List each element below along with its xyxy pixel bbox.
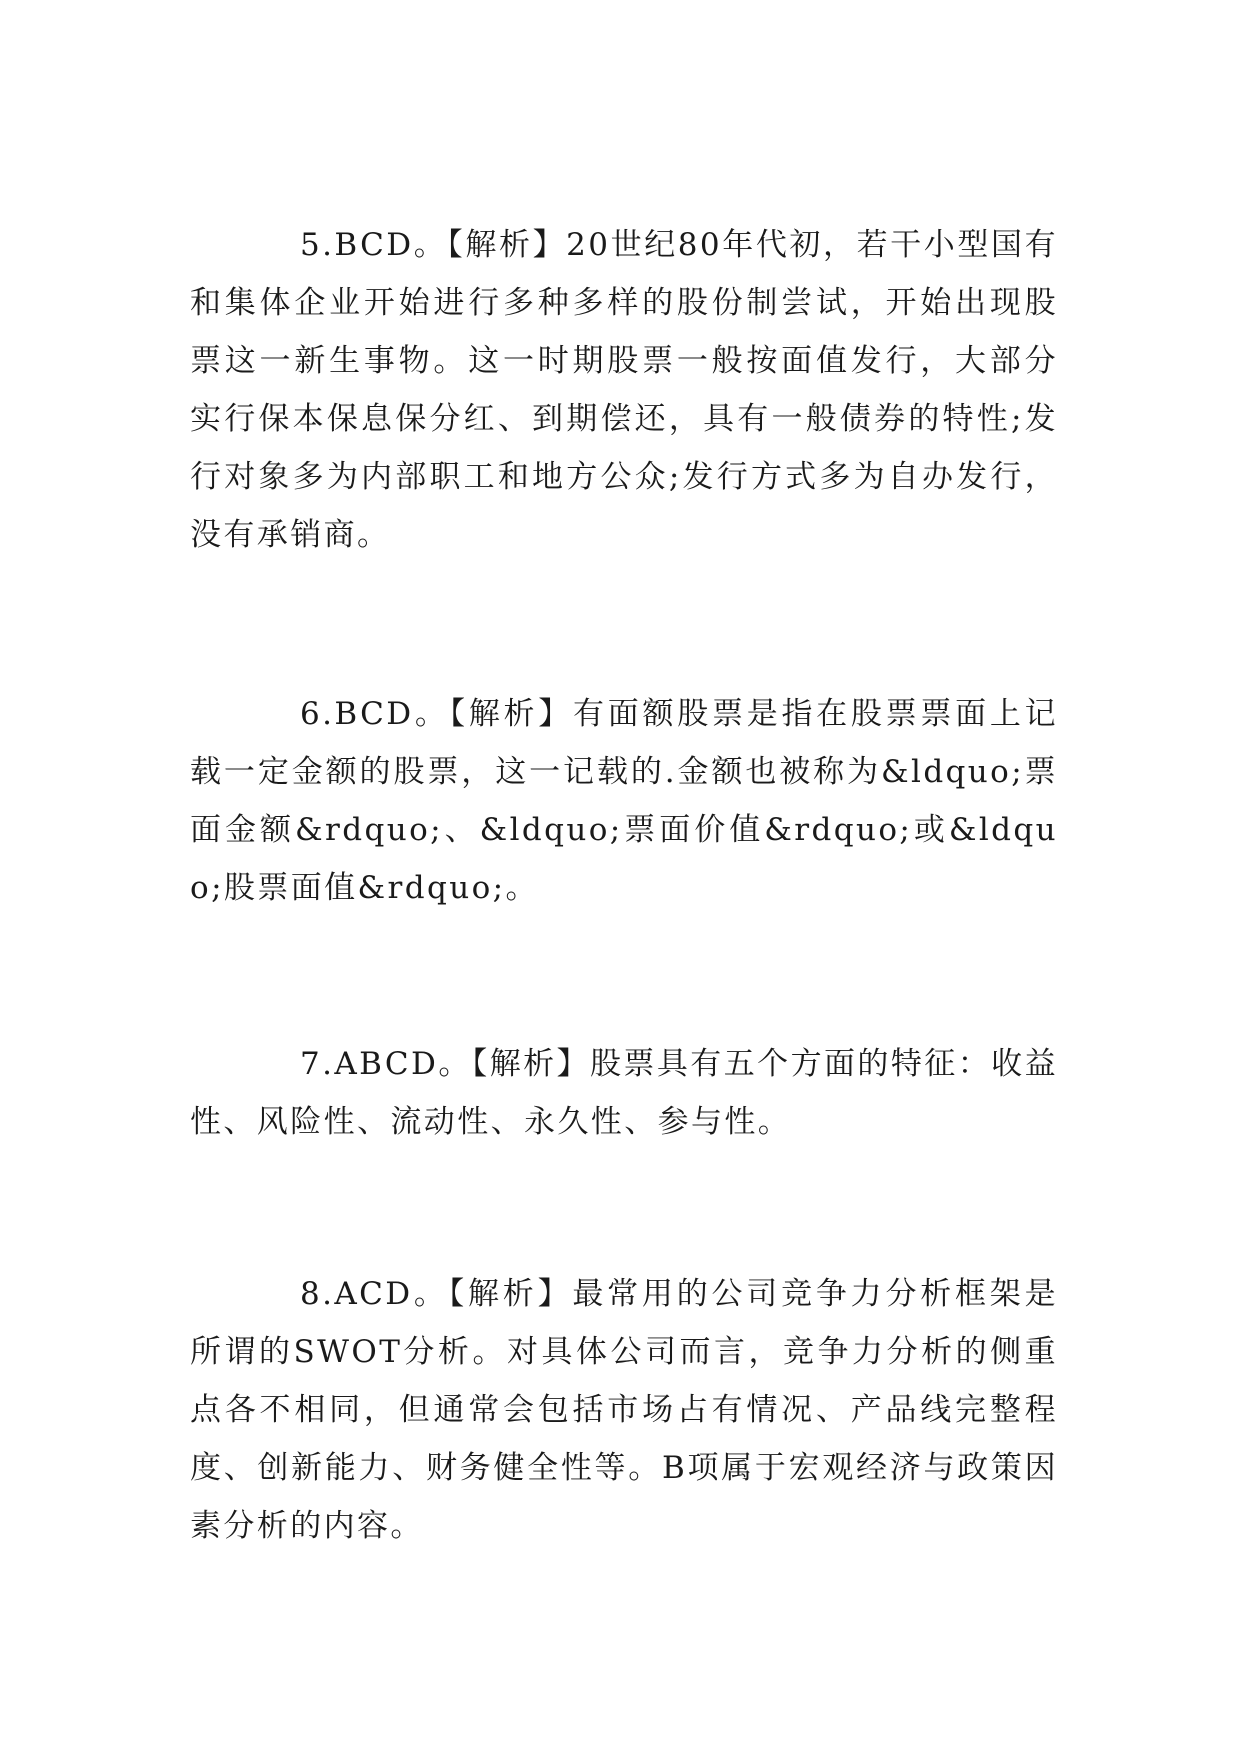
- answer-paragraph-6: 6.BCD。【解析】有面额股票是指在股票票面上记载一定金额的股票，这一记载的.金额也被称为&ldquo;票面金额&rdquo;、&ldquo;票面价值&rdquo;或&ldquo;股票面值&rdquo;。: [190, 696, 1058, 906]
- answer-paragraph-7: 7.ABCD。【解析】股票具有五个方面的特征：收益性、风险性、流动性、永久性、参与性。: [190, 1046, 1058, 1140]
- answer-paragraph-8: 8.ACD。【解析】最常用的公司竞争力分析框架是所谓的SWOT分析。对具体公司而言，竞争力分析的侧重点各不相同，但通常会包括市场占有情况、产品线完整程度、创新能力、财务健全性等。B项属于宏观经济与政策因素分析的内容。: [190, 1276, 1058, 1544]
- answer-paragraph-5: 5.BCD。【解析】20世纪80年代初，若干小型国有和集体企业开始进行多种多样的股份制尝试，开始出现股票这一新生事物。这一时期股票一般按面值发行，大部分实行保本保息保分红、到期偿还，具有一般债券的特性;发行对象多为内部职工和地方公众;发行方式多为自办发行，没有承销商。: [190, 227, 1058, 553]
